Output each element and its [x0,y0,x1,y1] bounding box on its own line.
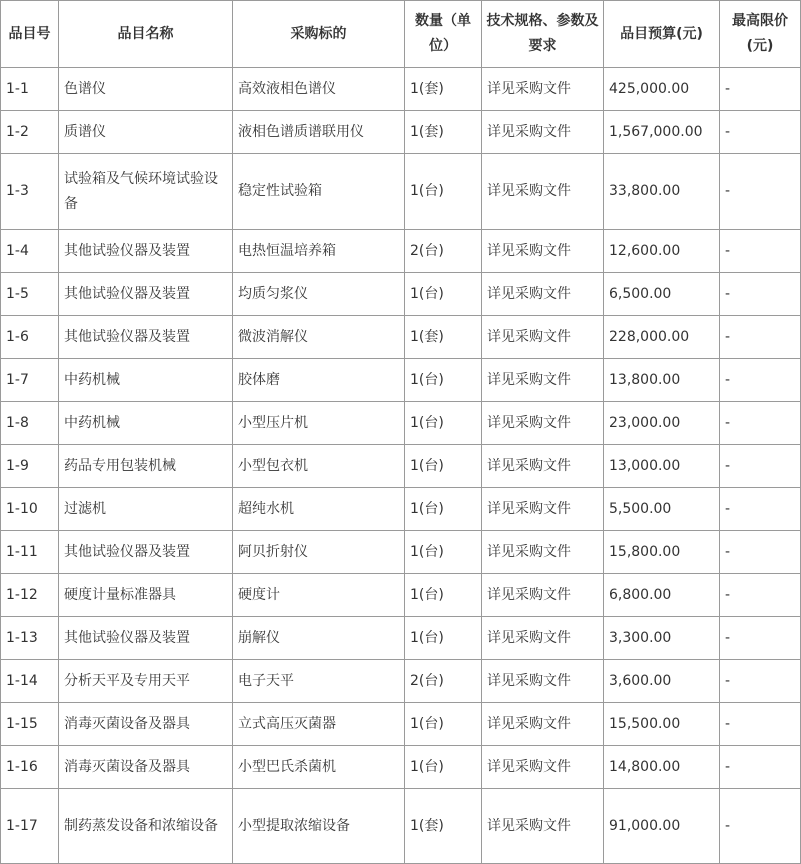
budget: 6,800.00 [604,574,720,617]
specs: 详见采购文件 [482,445,604,488]
item-no: 1-2 [1,111,59,154]
budget: 3,600.00 [604,660,720,703]
max-price: - [720,617,801,660]
specs: 详见采购文件 [482,402,604,445]
item-no: 1-16 [1,746,59,789]
procurement-target: 小型提取浓缩设备 [233,789,405,864]
table-row [1,531,801,574]
budget: 228,000.00 [604,316,720,359]
quantity: 1(套) [405,111,482,154]
item-no: 1-14 [1,660,59,703]
header-quantity: 数量（单位） [405,1,482,68]
item-no: 1-10 [1,488,59,531]
item-no: 1-17 [1,789,59,864]
quantity: 1(套) [405,316,482,359]
item-name: 其他试验仪器及装置 [59,273,233,316]
table-row [1,445,801,488]
item-name: 制药蒸发设备和浓缩设备 [59,789,233,864]
max-price: - [720,488,801,531]
procurement-target: 立式高压灭菌器 [233,703,405,746]
item-no: 1-6 [1,316,59,359]
table-row [1,273,801,316]
quantity: 1(台) [405,531,482,574]
table-row [1,154,801,230]
procurement-target: 小型包衣机 [233,445,405,488]
max-price: - [720,68,801,111]
quantity: 1(套) [405,68,482,111]
header-item-name: 品目名称 [59,1,233,68]
specs: 详见采购文件 [482,703,604,746]
table-row [1,617,801,660]
header-max-price: 最高限价(元) [720,1,801,68]
quantity: 1(台) [405,359,482,402]
budget: 1,567,000.00 [604,111,720,154]
item-name: 硬度计量标准器具 [59,574,233,617]
specs: 详见采购文件 [482,574,604,617]
max-price: - [720,402,801,445]
procurement-target: 超纯水机 [233,488,405,531]
item-no: 1-4 [1,230,59,273]
quantity: 1(台) [405,445,482,488]
budget: 13,800.00 [604,359,720,402]
specs: 详见采购文件 [482,154,604,230]
table-row [1,68,801,111]
max-price: - [720,154,801,230]
budget: 3,300.00 [604,617,720,660]
item-no: 1-11 [1,531,59,574]
item-no: 1-8 [1,402,59,445]
item-name: 其他试验仪器及装置 [59,230,233,273]
max-price: - [720,230,801,273]
max-price: - [720,746,801,789]
table-row [1,574,801,617]
table-row [1,316,801,359]
max-price: - [720,574,801,617]
specs: 详见采购文件 [482,746,604,789]
budget: 5,500.00 [604,488,720,531]
item-no: 1-7 [1,359,59,402]
quantity: 1(台) [405,488,482,531]
table-row [1,402,801,445]
table-row [1,660,801,703]
table-row [1,111,801,154]
quantity: 1(台) [405,402,482,445]
item-no: 1-9 [1,445,59,488]
procurement-target: 液相色谱质谱联用仪 [233,111,405,154]
procurement-target: 硬度计 [233,574,405,617]
table-row [1,703,801,746]
quantity: 1(台) [405,703,482,746]
quantity: 1(台) [405,746,482,789]
budget: 23,000.00 [604,402,720,445]
item-name: 其他试验仪器及装置 [59,617,233,660]
item-name: 中药机械 [59,402,233,445]
specs: 详见采购文件 [482,68,604,111]
item-no: 1-13 [1,617,59,660]
item-name: 过滤机 [59,488,233,531]
specs: 详见采购文件 [482,316,604,359]
max-price: - [720,111,801,154]
header-item-no: 品目号 [1,1,59,68]
budget: 425,000.00 [604,68,720,111]
item-no: 1-3 [1,154,59,230]
quantity: 1(台) [405,617,482,660]
max-price: - [720,359,801,402]
item-name: 中药机械 [59,359,233,402]
specs: 详见采购文件 [482,359,604,402]
procurement-target: 稳定性试验箱 [233,154,405,230]
item-no: 1-15 [1,703,59,746]
item-name: 消毒灭菌设备及器具 [59,746,233,789]
max-price: - [720,703,801,746]
table-header-row [1,1,801,68]
specs: 详见采购文件 [482,789,604,864]
budget: 15,800.00 [604,531,720,574]
budget: 91,000.00 [604,789,720,864]
max-price: - [720,660,801,703]
table-row [1,746,801,789]
quantity: 1(台) [405,154,482,230]
item-name: 色谱仪 [59,68,233,111]
item-name: 消毒灭菌设备及器具 [59,703,233,746]
max-price: - [720,789,801,864]
specs: 详见采购文件 [482,273,604,316]
item-name: 质谱仪 [59,111,233,154]
specs: 详见采购文件 [482,111,604,154]
header-specs: 技术规格、参数及要求 [482,1,604,68]
procurement-target: 高效液相色谱仪 [233,68,405,111]
table-row [1,789,801,864]
item-name: 其他试验仪器及装置 [59,531,233,574]
max-price: - [720,316,801,359]
item-name: 分析天平及专用天平 [59,660,233,703]
max-price: - [720,273,801,316]
item-name: 药品专用包装机械 [59,445,233,488]
quantity: 1(台) [405,574,482,617]
budget: 12,600.00 [604,230,720,273]
quantity: 1(台) [405,273,482,316]
budget: 14,800.00 [604,746,720,789]
item-no: 1-12 [1,574,59,617]
quantity: 1(套) [405,789,482,864]
header-procurement-target: 采购标的 [233,1,405,68]
max-price: - [720,445,801,488]
procurement-target: 崩解仪 [233,617,405,660]
budget: 13,000.00 [604,445,720,488]
specs: 详见采购文件 [482,660,604,703]
specs: 详见采购文件 [482,531,604,574]
quantity: 2(台) [405,230,482,273]
procurement-target: 阿贝折射仪 [233,531,405,574]
procurement-target: 小型压片机 [233,402,405,445]
max-price: - [720,531,801,574]
specs: 详见采购文件 [482,617,604,660]
specs: 详见采购文件 [482,230,604,273]
item-no: 1-5 [1,273,59,316]
quantity: 2(台) [405,660,482,703]
procurement-target: 胶体磨 [233,359,405,402]
item-no: 1-1 [1,68,59,111]
item-name: 其他试验仪器及装置 [59,316,233,359]
item-name: 试验箱及气候环境试验设备 [59,154,233,230]
specs: 详见采购文件 [482,488,604,531]
procurement-target: 均质匀浆仪 [233,273,405,316]
budget: 33,800.00 [604,154,720,230]
budget: 15,500.00 [604,703,720,746]
budget: 6,500.00 [604,273,720,316]
procurement-target: 电热恒温培养箱 [233,230,405,273]
procurement-target: 电子天平 [233,660,405,703]
table-row [1,230,801,273]
table-row [1,359,801,402]
table-row [1,488,801,531]
header-budget: 品目预算(元) [604,1,720,68]
procurement-target: 小型巴氏杀菌机 [233,746,405,789]
procurement-target: 微波消解仪 [233,316,405,359]
